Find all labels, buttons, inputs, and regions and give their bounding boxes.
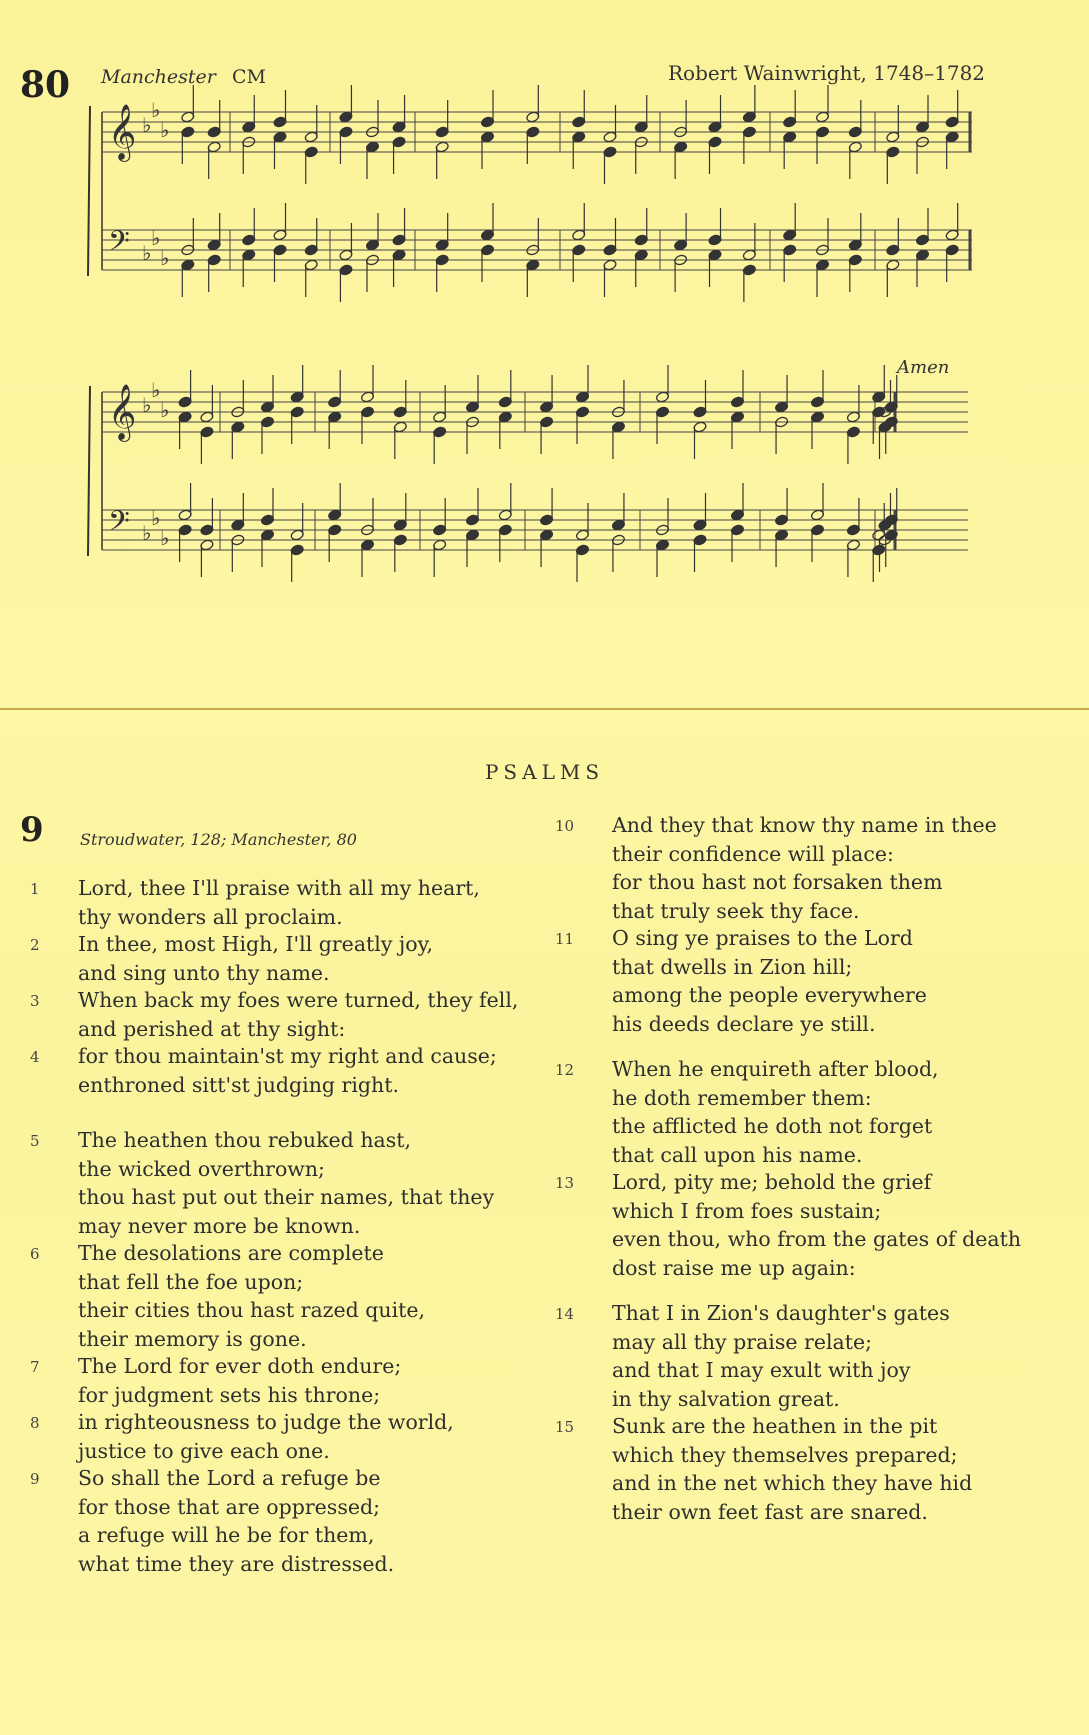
amen-label: Amen	[897, 357, 950, 378]
flat-sign-icon: ♭	[160, 526, 170, 550]
page-divider	[0, 708, 1089, 710]
verse-stanza	[612, 1299, 950, 1413]
verse-line: may all thy praise relate;	[612, 1329, 873, 1354]
verse-line: their own feet fast are snared.	[612, 1499, 928, 1524]
bass-clef-icon: 𝄢	[108, 505, 130, 545]
flat-sign-icon: ♭	[142, 393, 152, 417]
system-bracket	[88, 386, 90, 556]
verse-number: 12	[555, 1061, 575, 1079]
verse-number: 11	[555, 930, 575, 948]
verse-line: what time they are distressed.	[78, 1551, 395, 1576]
verse-stanza	[78, 874, 480, 931]
verse-line: among the people everywhere	[612, 983, 927, 1007]
verse-line: Lord, pity me; behold the grief	[612, 1170, 932, 1194]
flat-sign-icon: ♭	[160, 118, 170, 142]
verse-line: Lord, thee I'll praise with all my heart,	[78, 876, 480, 900]
verse-stanza	[78, 1408, 454, 1465]
verse-stanza	[78, 1352, 401, 1409]
verse-line: that call upon his name.	[612, 1142, 863, 1167]
verse-number: 4	[30, 1048, 40, 1066]
verse-stanza	[612, 811, 997, 925]
verse-number: 8	[30, 1414, 40, 1432]
verse-number: 6	[30, 1245, 40, 1263]
verse-line: When he enquireth after blood,	[612, 1057, 939, 1081]
verse-number: 13	[555, 1174, 575, 1192]
verse-number: 3	[30, 992, 40, 1010]
verse-line: their confidence will place:	[612, 841, 894, 866]
flat-sign-icon: ♭	[160, 246, 170, 270]
flat-sign-icon: ♭	[151, 98, 161, 122]
verse-stanza	[78, 1042, 497, 1099]
verse-line: a refuge will he be for them,	[78, 1523, 375, 1547]
meter-label: CM	[232, 66, 266, 88]
verse-line: their cities thou hast razed quite,	[78, 1298, 426, 1322]
verse-line: and in the net which they have hid	[612, 1471, 973, 1495]
verse-stanza	[78, 986, 518, 1043]
verse-line: The desolations are complete	[78, 1241, 384, 1265]
verse-line: O sing ye praises to the Lord	[612, 926, 913, 950]
verse-line: for those that are oppressed;	[78, 1494, 381, 1519]
verse-line: their memory is gone.	[78, 1326, 307, 1351]
verse-line: When back my foes were turned, they fell,	[78, 988, 519, 1012]
verse-line: that fell the foe upon;	[78, 1269, 304, 1294]
verse-line: Sunk are the heathen in the pit	[612, 1414, 938, 1438]
verse-number: 14	[555, 1305, 575, 1323]
verse-line: which they themselves prepared;	[612, 1442, 958, 1467]
psalm-tune-references: Stroudwater, 128; Manchester, 80	[80, 830, 357, 849]
verse-number: 1	[30, 880, 40, 898]
verse-stanza	[612, 924, 927, 1038]
verse-stanza	[78, 930, 433, 987]
verse-line: and that I may exult with joy	[612, 1358, 911, 1382]
verse-line: he doth remember them:	[612, 1085, 872, 1110]
verse-line: his deeds declare ye still.	[612, 1011, 876, 1036]
verse-line: for thou maintain'st my right and cause;	[78, 1044, 497, 1068]
verse-line: And they that know thy name in thee	[612, 813, 997, 837]
verse-number: 15	[555, 1418, 575, 1436]
tune-name: Manchester	[101, 66, 216, 88]
verse-line: thy wonders all proclaim.	[78, 904, 343, 929]
flat-sign-icon: ♭	[151, 378, 161, 402]
flat-sign-icon: ♭	[160, 398, 170, 422]
verse-line: may never more be known.	[78, 1213, 361, 1238]
verse-line: justice to give each one.	[78, 1438, 330, 1463]
verse-line: The heathen thou rebuked hast,	[78, 1128, 412, 1152]
verse-stanza	[78, 1126, 494, 1240]
flat-sign-icon: ♭	[151, 506, 161, 530]
verse-line: for judgment sets his throne;	[78, 1382, 381, 1407]
verse-line: which I from foes sustain;	[612, 1198, 882, 1223]
verse-line: and perished at thy sight:	[78, 1016, 346, 1041]
verse-line: So shall the Lord a refuge be	[78, 1466, 381, 1490]
verse-line: In thee, most High, I'll greatly joy,	[78, 932, 434, 956]
verse-line: The Lord for ever doth endure;	[78, 1354, 402, 1378]
hymn-number: 80	[20, 64, 71, 106]
treble-clef-icon: 𝄞	[108, 104, 137, 160]
verse-stanza	[78, 1464, 394, 1578]
flat-sign-icon: ♭	[142, 113, 152, 137]
verse-stanza	[612, 1412, 972, 1526]
verse-stanza	[612, 1055, 939, 1169]
verse-line: even thou, who from the gates of death	[612, 1227, 1022, 1251]
verse-line: dost raise me up again:	[612, 1255, 856, 1280]
verse-line: enthroned sitt'st judging right.	[78, 1072, 399, 1097]
music-score	[0, 0, 1089, 600]
psalm-number: 9	[20, 810, 44, 850]
bass-clef-icon: 𝄢	[108, 225, 130, 265]
verse-number: 5	[30, 1132, 40, 1150]
treble-clef-icon: 𝄞	[108, 384, 137, 440]
verse-line: in thy salvation great.	[612, 1386, 840, 1411]
flat-sign-icon: ♭	[142, 521, 152, 545]
composer-credit: Robert Wainwright, 1748–1782	[668, 61, 986, 85]
verse-stanza	[78, 1239, 425, 1353]
verse-number: 9	[30, 1470, 40, 1488]
verse-number: 2	[30, 936, 40, 954]
verse-line: and sing unto thy name.	[78, 960, 330, 985]
verse-line: That I in Zion's daughter's gates	[612, 1301, 950, 1325]
verse-number: 7	[30, 1358, 40, 1376]
verse-line: for thou hast not forsaken them	[612, 870, 943, 894]
section-title: PSALMS	[484, 760, 605, 784]
flat-sign-icon: ♭	[151, 226, 161, 250]
verse-line: the wicked overthrown;	[78, 1156, 325, 1181]
verse-stanza	[612, 1168, 1021, 1282]
flat-sign-icon: ♭	[142, 241, 152, 265]
verse-line: thou hast put out their names, that they	[78, 1185, 495, 1209]
verse-line: that truly seek thy face.	[612, 898, 860, 923]
music-systems	[88, 85, 972, 582]
verse-line: in righteousness to judge the world,	[78, 1410, 454, 1434]
system-bracket	[88, 106, 90, 276]
verse-number: 10	[555, 817, 575, 835]
verse-line: the afflicted he doth not forget	[612, 1114, 933, 1138]
verse-line: that dwells in Zion hill;	[612, 954, 853, 979]
